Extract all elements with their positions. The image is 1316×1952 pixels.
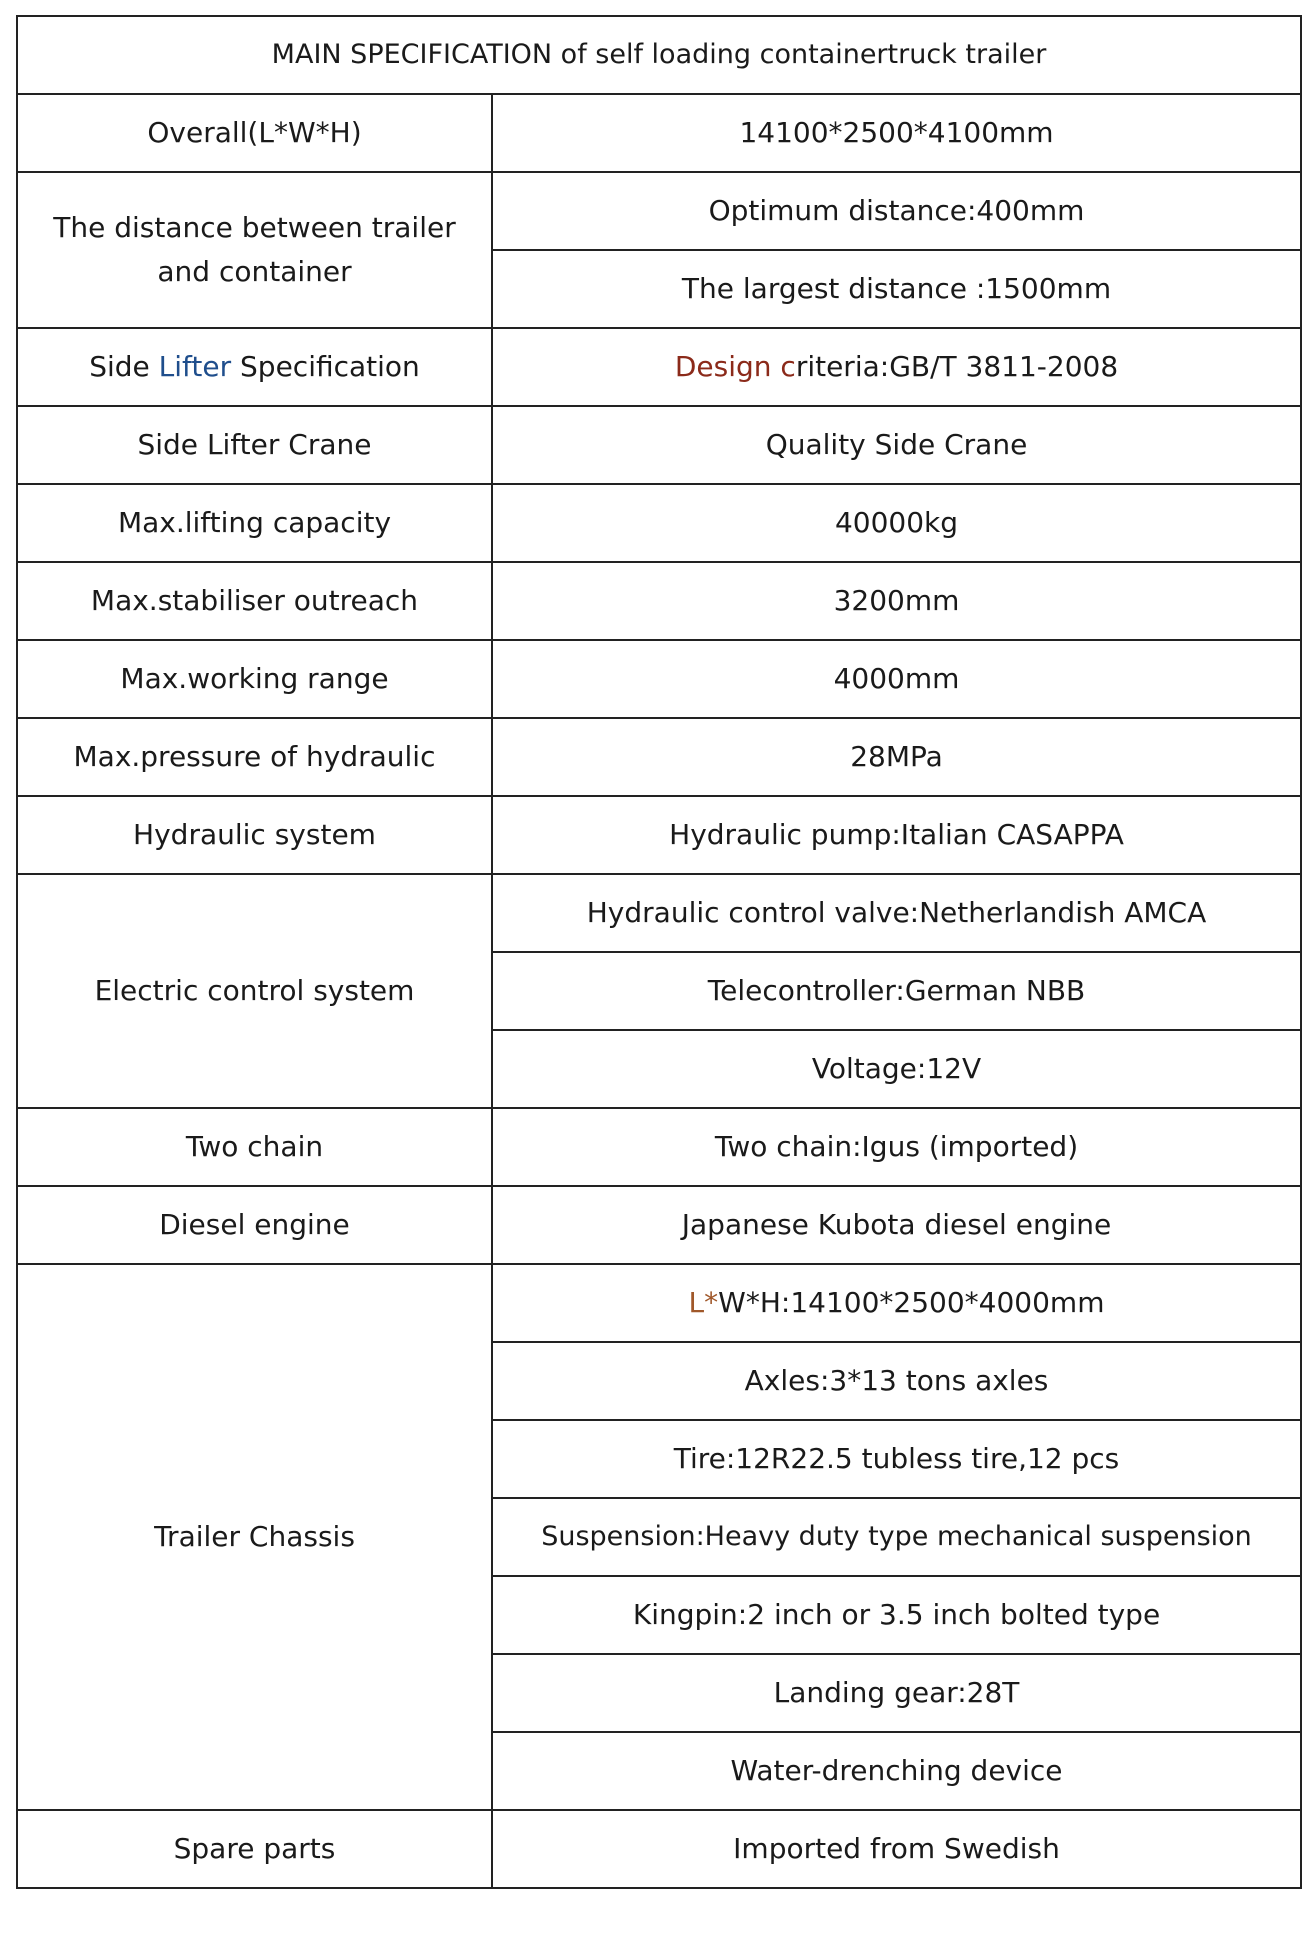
spec-value: 40000kg [492,484,1301,562]
table-row [17,874,1301,952]
spec-label: The distance between trailer and container [17,172,492,328]
spec-label: Max.pressure of hydraulic [17,718,492,796]
spec-label: Side Lifter Crane [17,406,492,484]
spec-label: Trailer Chassis [17,1264,492,1810]
spec-value: 28MPa [492,718,1301,796]
spec-value: Quality Side Crane [492,406,1301,484]
spec-value: The largest distance :1500mm [492,250,1301,328]
label-text: Specification [231,350,420,383]
table-row [17,640,1301,718]
spec-label: Spare parts [17,1810,492,1888]
spec-value: Water-drenching device [492,1732,1301,1810]
spec-value: Japanese Kubota diesel engine [492,1186,1301,1264]
table-row [17,1108,1301,1186]
spec-value: Voltage:12V [492,1030,1301,1108]
spec-value: 3200mm [492,562,1301,640]
spec-value: 14100*2500*4100mm [492,94,1301,172]
table-row [17,1264,1301,1342]
table-row [17,94,1301,172]
spec-value: Suspension:Heavy duty type mechanical suspension [492,1498,1301,1576]
spec-value [492,328,1301,406]
spec-value: Imported from Swedish [492,1810,1301,1888]
spec-label: Max.stabiliser outreach [17,562,492,640]
table-title: MAIN SPECIFICATION of self loading containertruck trailer [17,16,1301,94]
table-row [17,328,1301,406]
table-row [17,1186,1301,1264]
table-row [17,1810,1301,1888]
spec-label [17,328,492,406]
spec-label: Max.lifting capacity [17,484,492,562]
table-row [17,16,1301,94]
spec-label: Overall(L*W*H) [17,94,492,172]
spec-value [492,1264,1301,1342]
label-text: Side [89,350,159,383]
spec-value: Hydraulic pump:Italian CASAPPA [492,796,1301,874]
table-row [17,484,1301,562]
spec-table [16,15,1302,1889]
spec-label: Hydraulic system [17,796,492,874]
table-row [17,406,1301,484]
spec-value: Two chain:Igus (imported) [492,1108,1301,1186]
spec-value: Telecontroller:German NBB [492,952,1301,1030]
value-text: W*H:14100*2500*4000mm [718,1286,1105,1319]
spec-value: Axles:3*13 tons axles [492,1342,1301,1420]
spec-value: Hydraulic control valve:Netherlandish AMCA [492,874,1301,952]
table-row [17,562,1301,640]
spec-label: Electric control system [17,874,492,1108]
spec-value: Optimum distance:400mm [492,172,1301,250]
spec-label: Diesel engine [17,1186,492,1264]
highlighted-text: Design c [674,350,796,383]
value-text: riteria:GB/T 3811-2008 [795,350,1119,383]
table-row [17,718,1301,796]
spec-label: Two chain [17,1108,492,1186]
spec-value: Kingpin:2 inch or 3.5 inch bolted type [492,1576,1301,1654]
spec-label: Max.working range [17,640,492,718]
highlighted-text: Lifter [158,350,232,383]
table-row [17,172,1301,250]
spec-value: Landing gear:28T [492,1654,1301,1732]
spec-value: Tire:12R22.5 tubless tire,12 pcs [492,1420,1301,1498]
spec-value: 4000mm [492,640,1301,718]
table-row [17,796,1301,874]
highlighted-text: L* [688,1286,719,1319]
